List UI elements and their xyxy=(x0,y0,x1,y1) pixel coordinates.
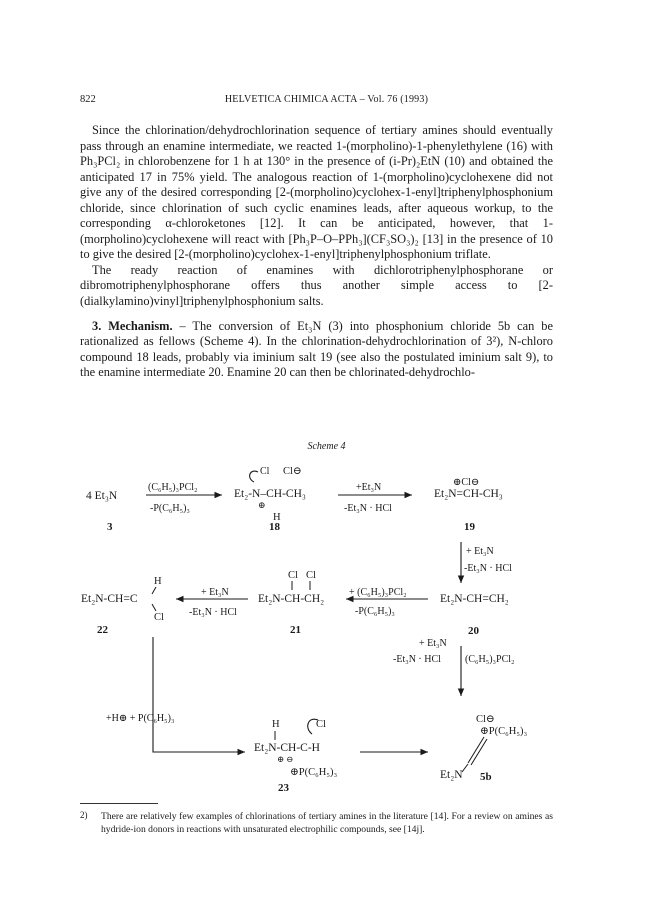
species5b-bond-1 xyxy=(468,737,484,763)
species5b-bond-3 xyxy=(462,764,468,772)
species5b-bond-2 xyxy=(471,739,487,765)
footnote xyxy=(80,811,553,836)
species23-charges: ⊕ ⊖ xyxy=(277,754,294,764)
arrow7-reagent: +H⊕ + P(C₆H₅)₃ xyxy=(106,713,175,724)
footnote-mark: 2) xyxy=(80,810,88,820)
arrow3-reagent: + Et₃N xyxy=(466,546,494,557)
arrow4-byproduct: -P(C₆H₅)₃ xyxy=(355,606,395,617)
species5b-phosphonium: ⊕P(C₆H₅)₃ xyxy=(480,726,528,737)
species20: Et₂N-CH=CH₂ xyxy=(440,593,509,605)
arrow2-byproduct: -Et₃N · HCl xyxy=(344,503,392,514)
species23-cl: Cl xyxy=(316,719,326,730)
arrow4-reagent: + (C₆H₅)₃PCl₂ xyxy=(349,587,407,598)
section-heading: 3. Mechanism. xyxy=(92,318,173,333)
species18: Et₂-N–CH-CH₃ xyxy=(234,488,306,500)
paragraph-mechanism xyxy=(80,319,553,381)
species18-h: H xyxy=(273,512,281,523)
label-5b: 5b xyxy=(480,771,492,783)
curved-arrow-18 xyxy=(250,471,258,482)
species18-charge: ⊕ xyxy=(258,500,266,510)
species21: Et₂N-CH-CH₂ xyxy=(258,593,325,605)
species21-cl-2: Cl xyxy=(306,570,316,581)
arrow6-byproduct: -Et₃N · HCl xyxy=(393,654,441,665)
arrow6-reagent: + Et₃N xyxy=(419,638,447,649)
label-3: 3 xyxy=(107,521,113,533)
species23-phosphonium: ⊕P(C₆H₅)₃ xyxy=(290,767,338,778)
arrow5-byproduct: -Et₃N · HCl xyxy=(189,607,237,618)
species22-h: H xyxy=(154,576,162,587)
reactant-et3n: 4 Et₃N xyxy=(86,490,118,502)
species22: Et₂N-CH=C xyxy=(81,593,138,605)
label-23: 23 xyxy=(278,782,289,794)
paragraph-chlorination: Since the chlorination/dehydrochlorination sequence of tertiary amines should eventually pass through an enamine intermediate, we reacted 1-(morpholino)-1-phenylethylene (16) with Ph₃PCl₂ in chlorobenzene for 1 h at 130° in the presence of (i-Pr)₂EtN (10) and obtained the anticipated 17 in 75% yield. The analogous reaction of 1-(morpholino)cyclohexene did not give any of the desired corresponding [2-(morpholino)cyclohex-1-enyl]triphenylphosphonium chloride, since chlorination of such cyclic enamines leads, after aqueous workup, to the corresponding α-chloroketones [12]. It can be anticipated, however, that 1-(morpholino)cyclohexene will react with [Ph₃P–O–PPh₃](CF₃SO₃)₂ [13] in the presence of 10 to give the desired [2-(morpholino)cyclohex-1-enyl]triphenylphosphonium triflate. xyxy=(80,123,553,262)
page-number: 822 xyxy=(80,94,96,105)
species5b-amine: Et₂N xyxy=(440,769,463,781)
footnote-rule xyxy=(80,803,158,804)
arrow1-byproduct: -P(C₆H₅)₃ xyxy=(150,503,190,514)
species21-cl-1: Cl xyxy=(288,570,298,581)
arrow-7 xyxy=(153,637,245,752)
article-body xyxy=(80,123,553,381)
mechanism-text: – The conversion of Et₃N (3) into phosphonium chloride 5b can be rationalized as fellows (Scheme 4). In the chlorination-dehydrochlorination of 3²), N-chloro compound 18 leads, probably via iminium salt 19 (see also the postulated iminium salt 9), to the enamine intermediate 20. Enamine 20 can then be chlorinated-dehydrochlo- xyxy=(80,318,553,380)
paragraph-access: The ready reaction of enamines with dichlorotriphenylphosphorane or dibromotriphenylphosphorane offers thus another simple access to [2-(dialkylamino)vinyl]triphenylphosphonium salts. xyxy=(80,262,553,309)
reaction-scheme xyxy=(0,450,653,800)
species22-cl: Cl xyxy=(154,612,164,623)
label-22: 22 xyxy=(97,624,108,636)
species23-h: H xyxy=(272,719,280,730)
footnote-text: There are relatively few examples of chlorinations of tertiary amines in the literature [14]. For a review on amines as hydride-ion donors in reactions with unsaturated electrophilic compounds, see [14j]. xyxy=(101,811,553,835)
species19: Et₂N=CH-CH₃ xyxy=(434,488,503,500)
running-head: HELVETICA CHIMICA ACTA – Vol. 76 (1993) xyxy=(224,94,429,105)
arrow5-reagent: + Et₃N xyxy=(201,587,229,598)
label-20: 20 xyxy=(468,625,479,637)
arrow2-reagent: +Et₃N xyxy=(356,482,382,493)
label-18: 18 xyxy=(269,521,280,533)
species22-bond-h xyxy=(152,587,156,594)
scheme-title: Scheme 4 xyxy=(307,441,346,452)
species19-charges: ⊕Cl⊖ xyxy=(453,477,480,488)
label-19: 19 xyxy=(464,521,475,533)
species18-chloride: Cl⊖ xyxy=(283,466,302,477)
label-21: 21 xyxy=(290,624,301,636)
species18-cl: Cl xyxy=(260,466,270,477)
arrow1-reagent: (C₆H₅)₃PCl₂ xyxy=(148,482,198,493)
arrow6-reagent-2: (C₆H₅)₃PCl₂ xyxy=(465,654,515,665)
species5b-chloride: Cl⊖ xyxy=(476,714,495,725)
species23: Et₂N-CH-C-H xyxy=(254,742,320,754)
arrow3-byproduct: -Et₃N · HCl xyxy=(464,563,512,574)
species22-bond-cl xyxy=(152,604,156,611)
